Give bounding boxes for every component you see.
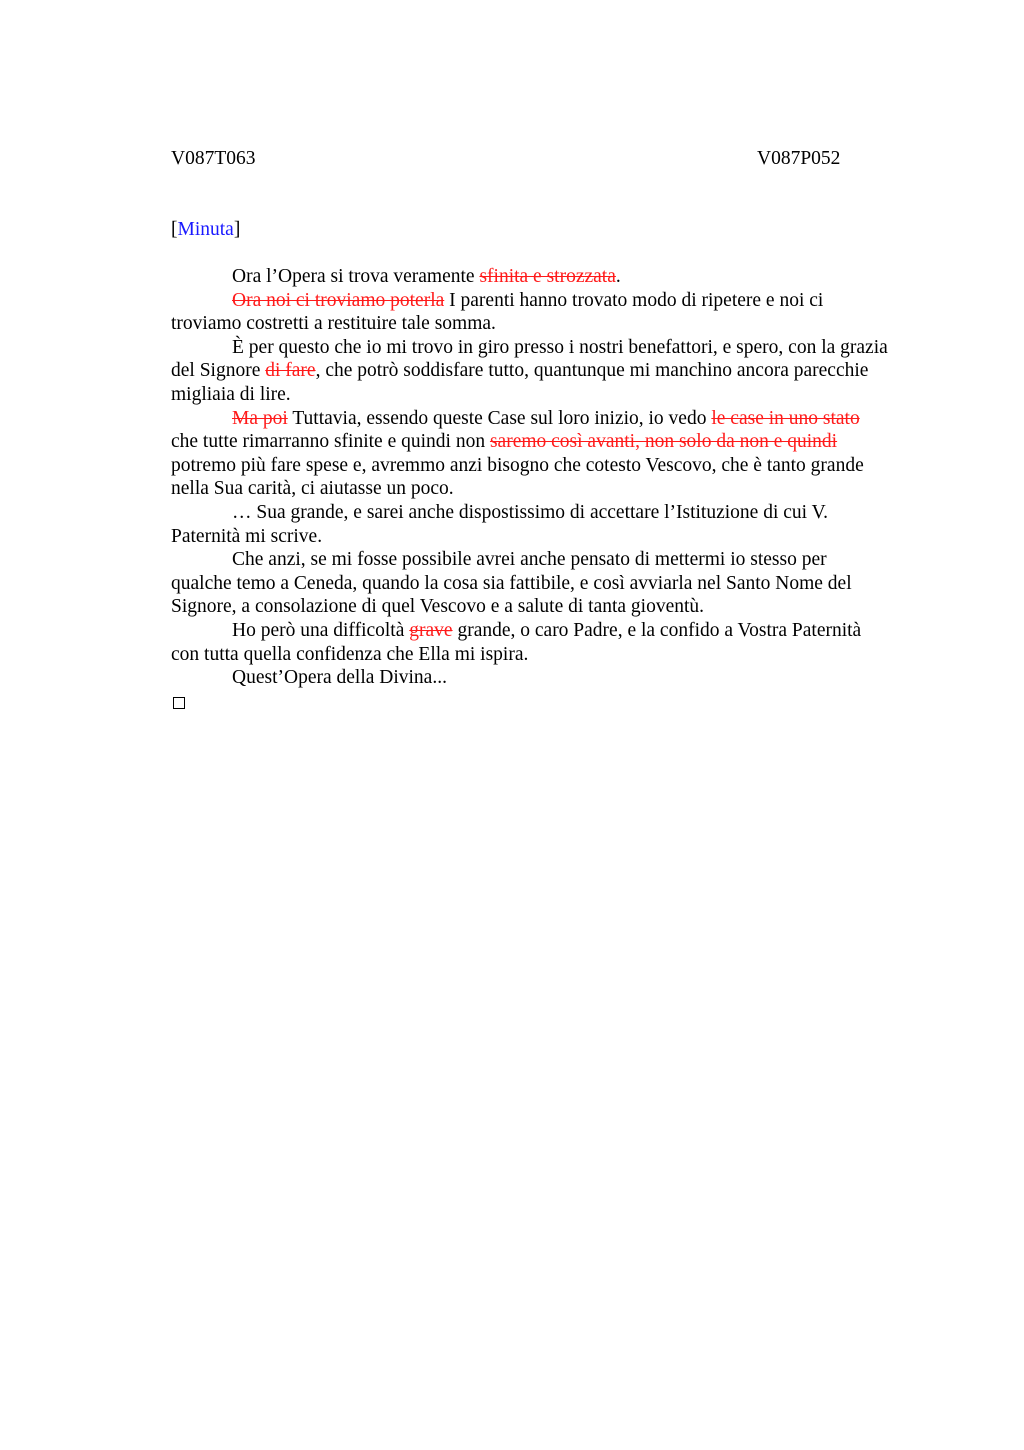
deleted-text: Ma poi (232, 407, 288, 429)
label-close-bracket: ] (233, 219, 241, 240)
text-line (171, 595, 931, 619)
text-segment: I parenti hanno trovato modo di ripetere e noi ci (444, 289, 824, 311)
deleted-text: Ora noi ci troviamo poterla (232, 289, 445, 311)
text-segment: potremo più fare spese e, avremmo anzi bisogno che cotesto Vescovo, che è tanto grande (171, 454, 864, 476)
text-line (171, 501, 931, 525)
text-segment: con tutta quella confidenza che Ella mi ispira. (171, 643, 529, 665)
text-segment: Paternità mi scrive. (171, 525, 323, 547)
deleted-text: di fare (265, 360, 316, 382)
text-line (171, 383, 931, 407)
text-line (171, 407, 931, 431)
deleted-text: sfinita e strozzata (479, 266, 616, 287)
letter-body (171, 265, 931, 690)
text-line (171, 572, 931, 596)
text-segment: del Signore (171, 360, 266, 382)
text-segment: … Sua grande, e sarei anche dispostissimo di accettare l’Istituzione di cui V. (232, 501, 829, 523)
text-segment: Ora l’Opera si trova veramente (232, 266, 480, 287)
text-segment: , che potrò soddisfare tutto, quantunque mi manchino ancora parecchie (315, 360, 869, 382)
text-line (171, 265, 931, 289)
text-segment: qualche temo a Ceneda, quando la cosa sia fattibile, e così avviarla nel Santo Nome del (171, 572, 852, 594)
text-segment: Quest’Opera della Divina... (232, 667, 447, 689)
minuta-link: Minuta (177, 219, 234, 240)
end-of-text-box-icon (173, 697, 185, 709)
text-line (171, 643, 931, 667)
text-line (171, 312, 931, 336)
minuta-label (171, 218, 240, 241)
deleted-text: grave (409, 619, 453, 641)
text-line (171, 548, 931, 572)
text-segment: migliaia di lire. (171, 383, 291, 405)
text-segment: Ho però una difficoltà (232, 619, 410, 641)
text-line (171, 359, 931, 383)
text-segment: Tuttavia, essendo queste Case sul loro inizio, io vedo (287, 407, 712, 429)
text-line (171, 336, 931, 360)
text-segment: che tutte rimarranno sfinite e quindi non (171, 431, 490, 453)
text-line (171, 289, 931, 313)
deleted-text: le case in uno stato (711, 407, 860, 429)
text-line (171, 619, 931, 643)
text-line (171, 454, 931, 478)
text-segment: . (615, 266, 621, 287)
deleted-text: saremo così avanti, non solo da non e quindi (489, 431, 838, 453)
document-code-left: V087T063 (171, 148, 256, 169)
text-segment: È per questo che io mi trovo in giro presso i nostri benefattori, e spero, con la grazia (232, 336, 888, 358)
label-open-bracket: [ (171, 219, 178, 240)
text-line (171, 430, 931, 454)
text-segment: Che anzi, se mi fosse possibile avrei anche pensato di mettermi io stesso per (232, 549, 827, 571)
text-segment: Signore, a consolazione di quel Vescovo e a salute di tanta gioventù. (171, 596, 705, 618)
text-segment: grande, o caro Padre, e la confido a Vostra Paternità (452, 619, 862, 641)
text-line (171, 666, 931, 690)
text-segment: nella Sua carità, ci aiutasse un poco. (171, 478, 454, 500)
text-segment: troviamo costretti a restituire tale somma. (171, 313, 496, 335)
document-code-right: V087P052 (757, 148, 841, 169)
text-line (171, 477, 931, 501)
text-line (171, 525, 931, 549)
